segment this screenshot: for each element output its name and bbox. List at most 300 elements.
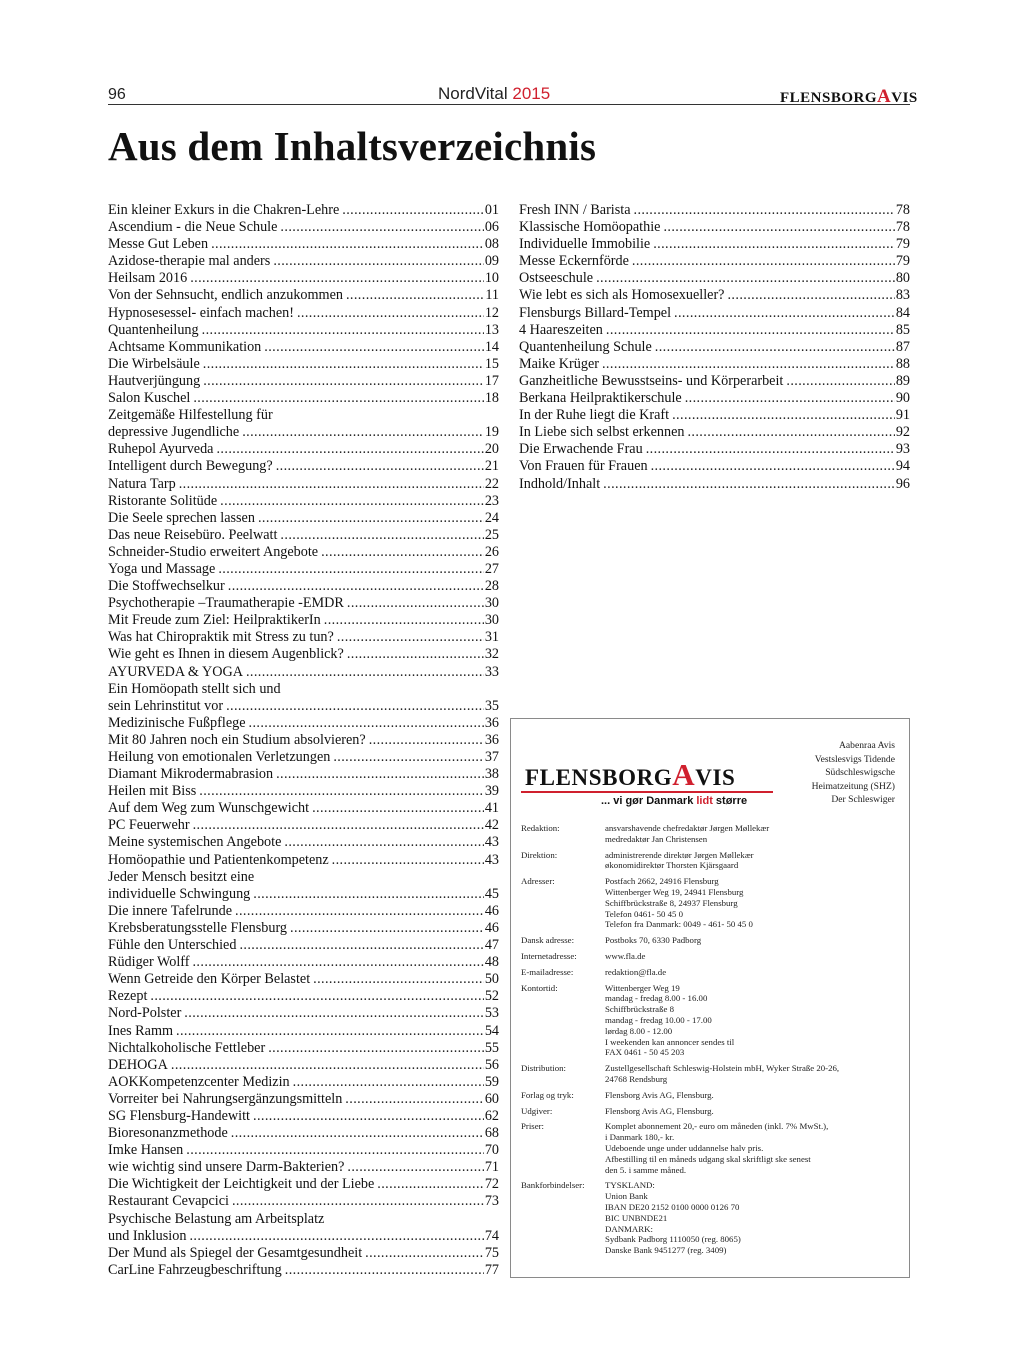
- dot-leader: [258, 510, 484, 527]
- imprint-value: [605, 1106, 901, 1117]
- toc-entry: [108, 219, 499, 236]
- toc-entry-page: 31: [484, 629, 499, 646]
- imprint-value-line: I weekenden kan annoncer sendes til: [605, 1036, 735, 1047]
- page-title: Aus dem Inhaltsverzeichnis: [108, 123, 597, 169]
- toc-entry: [108, 390, 499, 407]
- toc-entry-page: 30: [484, 612, 499, 629]
- toc-entry-page: 60: [484, 1090, 499, 1107]
- toc-entry-title: Psychotherapie –Traumatherapie -EMDR: [108, 595, 344, 612]
- imprint-value-line: DANMARK:: [605, 1223, 653, 1234]
- toc-entry-page: 30: [484, 595, 499, 612]
- toc-entry: [108, 646, 499, 663]
- toc-entry: [108, 1193, 499, 1210]
- imprint-row: [521, 1106, 901, 1117]
- toc-entry: [108, 458, 499, 475]
- toc-entry-title: Die Wirbelsäule: [108, 355, 200, 372]
- toc-entry-title: Die Erwachende Frau: [519, 441, 643, 458]
- imprint-value: [605, 850, 901, 872]
- toc-entry: [108, 441, 499, 458]
- toc-entry-title: Natura Tarp: [108, 475, 176, 492]
- toc-entry-title: 4 Haareszeiten: [519, 321, 603, 338]
- imprint-value: [605, 1090, 901, 1101]
- toc-entry-title: Das neue Reisebüro. Peelwatt: [108, 526, 278, 543]
- imprint-value-line: i Danmark 180,- kr.: [605, 1132, 675, 1143]
- dot-leader: [239, 937, 483, 954]
- toc-entry-title: In der Ruhe liegt die Kraft: [519, 407, 670, 424]
- toc-entry: [519, 287, 910, 304]
- toc-entry-page: 36: [484, 731, 499, 748]
- imprint-details: [521, 823, 901, 1261]
- toc-entry-title-line1: Ein Homöopath stellt sich und: [108, 680, 281, 697]
- imprint-label: Dansk adresse:: [521, 935, 575, 946]
- dot-leader: [273, 253, 484, 270]
- toc-entry-page: 75: [484, 1244, 499, 1261]
- toc-entry-page: 18: [484, 390, 499, 407]
- toc-entry-page: 84: [895, 304, 910, 321]
- toc-entry-title: Von der Sehnsucht, endlich anzukommen: [108, 287, 343, 304]
- dot-leader: [242, 424, 484, 441]
- imprint-value: [605, 935, 901, 946]
- toc-entry-title: Von Frauen für Frauen: [519, 458, 648, 475]
- dot-leader: [253, 1108, 484, 1125]
- publication-name: Vestslesvigs Tidende: [814, 753, 895, 765]
- toc-entry: [108, 629, 499, 646]
- toc-entry: [108, 920, 499, 937]
- toc-entry: [108, 988, 499, 1005]
- dot-leader: [171, 1057, 484, 1074]
- imprint-value-line: BIC UNBNDE21: [605, 1212, 668, 1223]
- dot-leader: [193, 817, 484, 834]
- toc-entry: [519, 476, 910, 493]
- toc-entry: [108, 749, 499, 766]
- toc-entry-title: depressive Jugendliche: [108, 424, 240, 441]
- magazine-name: [438, 84, 550, 104]
- dot-leader: [655, 339, 895, 356]
- toc-entry-title: PC Feuerwehr: [108, 817, 190, 834]
- toc-entry-page: 59: [484, 1073, 499, 1090]
- toc-entry: [108, 270, 499, 287]
- imprint-row: [521, 1121, 901, 1175]
- toc-entry: [108, 903, 499, 920]
- imprint-value-line: Danske Bank 9451277 (reg. 3409): [605, 1245, 727, 1256]
- tagline-main: ... vi gør Danmark: [601, 795, 697, 807]
- toc-entry-title-line1: Psychische Belastung am Arbeitsplatz: [108, 1210, 325, 1227]
- toc-entry-page: 41: [484, 800, 499, 817]
- toc-entry-title: Die Wichtigkeit der Leichtigkeit und der Liebe: [108, 1176, 375, 1193]
- toc-entry: [108, 766, 499, 783]
- dot-leader: [246, 664, 484, 681]
- dot-leader: [186, 1142, 484, 1159]
- imprint-box: [510, 718, 910, 1278]
- imprint-logo-part2: VIS: [695, 765, 736, 790]
- imprint-value: [605, 1180, 901, 1256]
- toc-entry-page: 28: [484, 578, 499, 595]
- toc-entry: [108, 527, 499, 544]
- toc-entry: [108, 869, 499, 903]
- toc-entry: [519, 322, 910, 339]
- toc-entry-title: Ines Ramm: [108, 1022, 174, 1039]
- toc-entry: [108, 356, 499, 373]
- toc-entry-title: Die Seele sprechen lassen: [108, 509, 255, 526]
- toc-entry-title: Hypnosesessel- einfach machen!: [108, 304, 294, 321]
- dot-leader: [280, 219, 483, 236]
- toc-entry-title: Die innere Tafelrunde: [108, 902, 233, 919]
- toc-entry-title: Ascendium - die Neue Schule: [108, 219, 278, 236]
- toc-entry-title: Yoga und Massage: [108, 560, 216, 577]
- toc-entry-page: 27: [484, 560, 499, 577]
- dot-leader: [203, 356, 484, 373]
- toc-entry: [108, 681, 499, 715]
- toc-entry-page: 74: [484, 1227, 499, 1244]
- toc-entry: [519, 339, 910, 356]
- toc-entry: [108, 1108, 499, 1125]
- toc-entry: [519, 219, 910, 236]
- imprint-value-line: lørdag 8.00 - 12.00: [605, 1025, 673, 1036]
- toc-entry: [108, 612, 499, 629]
- imprint-value-line: Wittenberger Weg 19, 24941 Flensburg: [605, 886, 744, 897]
- imprint-value-line: Sydbank Padborg 1110050 (reg. 8065): [605, 1234, 741, 1245]
- imprint-value-line: Schiffbrückstraße 8, 24937 Flensburg: [605, 897, 738, 908]
- toc-entry-page: 11: [485, 287, 499, 304]
- dot-leader: [606, 322, 895, 339]
- toc-entry: [108, 1176, 499, 1193]
- toc-entry-page: 39: [484, 783, 499, 800]
- imprint-value-line: ansvarshavende chefredaktør Jørgen Møllekær: [605, 823, 770, 833]
- toc-entry-title: CarLine Fahrzeugbeschriftung: [108, 1261, 282, 1278]
- dot-leader: [276, 458, 484, 475]
- imprint-value-line: mandag - fredag 8.00 - 16.00: [605, 993, 708, 1004]
- dot-leader: [220, 493, 484, 510]
- toc-entry: [108, 544, 499, 561]
- toc-entry: [108, 1091, 499, 1108]
- imprint-value-line: Udeboende unge under uddannelse halv pris.: [605, 1142, 764, 1153]
- toc-entry-title: Homöopathie und Patientenkompetenz: [108, 851, 329, 868]
- toc-entry: [108, 493, 499, 510]
- toc-entry-page: 17: [484, 372, 499, 389]
- toc-entry: [519, 424, 910, 441]
- toc-entry-page: 33: [484, 663, 499, 680]
- imprint-label: Udgiver:: [521, 1105, 553, 1116]
- toc-entry: [108, 373, 499, 390]
- toc-entry: [519, 356, 910, 373]
- dot-leader: [231, 1125, 484, 1142]
- dot-leader: [634, 202, 895, 219]
- dot-leader: [365, 1245, 484, 1262]
- toc-entry-title: Mit 80 Jahren noch ein Studium absolvieren?: [108, 731, 366, 748]
- toc-entry-title: Auf dem Weg zum Wunschgewicht: [108, 800, 310, 817]
- imprint-row: [521, 823, 901, 845]
- dot-leader: [192, 954, 483, 971]
- toc-entry: [108, 1023, 499, 1040]
- toc-entry-page: 10: [484, 270, 499, 287]
- toc-entry-page: 36: [484, 714, 499, 731]
- toc-entry-page: 70: [484, 1142, 499, 1159]
- dot-leader: [674, 305, 895, 322]
- toc-entry-page: 23: [484, 492, 499, 509]
- toc-entry: [108, 783, 499, 800]
- toc-entry: [108, 732, 499, 749]
- toc-entry-page: 79: [895, 236, 910, 253]
- toc-entry-title: Heilen mit Biss: [108, 783, 197, 800]
- imprint-label: Forlag og tryk:: [521, 1089, 574, 1100]
- imprint-logo-rule: [521, 791, 773, 793]
- toc-entry-title: Ganzheitliche Bewusstseins- und Körperarbeit: [519, 372, 784, 389]
- toc-entry-page: 93: [895, 441, 910, 458]
- imprint-row: [521, 983, 901, 1059]
- imprint-label: Adresser:: [521, 876, 555, 887]
- dot-leader: [179, 476, 484, 493]
- toc-entry-page: 15: [484, 355, 499, 372]
- dot-leader: [347, 595, 484, 612]
- dot-leader: [313, 971, 484, 988]
- dot-leader: [324, 612, 484, 629]
- imprint-row: [521, 951, 901, 962]
- toc-entry-page: 24: [484, 509, 499, 526]
- toc-entry: [108, 595, 499, 612]
- dot-leader: [202, 322, 484, 339]
- toc-entry-title: Individuelle Immobilie: [519, 236, 651, 253]
- publication-name: Der Schleswiger: [831, 794, 895, 806]
- toc-entry: [519, 202, 910, 219]
- imprint-row: [521, 1180, 901, 1256]
- toc-entry: [108, 339, 499, 356]
- toc-entry: [108, 322, 499, 339]
- page-number: 96: [108, 86, 126, 103]
- imprint-value: [605, 1063, 901, 1085]
- toc-entry-title: In Liebe sich selbst erkennen: [519, 424, 685, 441]
- toc-entry-page: 73: [484, 1193, 499, 1210]
- toc-entry: [519, 441, 910, 458]
- imprint-publications: [812, 739, 895, 807]
- toc-entry: [108, 664, 499, 681]
- toc-entry: [108, 1125, 499, 1142]
- toc-entry-page: 08: [484, 236, 499, 253]
- dot-leader: [346, 287, 484, 304]
- imprint-row: [521, 935, 901, 946]
- toc-entry-page: 72: [484, 1176, 499, 1193]
- dot-leader: [150, 988, 483, 1005]
- toc-entry-page: 92: [895, 424, 910, 441]
- toc-entry-page: 52: [484, 988, 499, 1005]
- toc-entry-page: 91: [895, 407, 910, 424]
- dot-leader: [596, 270, 895, 287]
- toc-entry-page: 68: [484, 1125, 499, 1142]
- toc-entry-page: 38: [484, 766, 499, 783]
- imprint-row: [521, 967, 901, 978]
- toc-entry-page: 22: [484, 475, 499, 492]
- toc-entry-page: 55: [484, 1039, 499, 1056]
- dot-leader: [672, 407, 895, 424]
- imprint-value-line: Wittenberger Weg 19: [605, 982, 680, 993]
- toc-entry-title: sein Lehrinstitut vor: [108, 697, 224, 714]
- toc-entry: [108, 236, 499, 253]
- imprint-value-line: Postfach 2662, 24916 Flensburg: [605, 876, 719, 887]
- dot-leader: [203, 373, 484, 390]
- toc-entry-title: Krebsberatungsstelle Flensburg: [108, 919, 288, 936]
- imprint-value-line: 24768 Rendsburg: [605, 1073, 668, 1084]
- toc-entry-page: 32: [484, 646, 499, 663]
- dot-leader: [190, 270, 484, 287]
- toc-entry-page: 83: [895, 287, 910, 304]
- toc-column-right: [519, 202, 910, 493]
- dot-leader: [603, 476, 895, 493]
- toc-entry-page: 14: [484, 338, 499, 355]
- toc-entry-title: Indhold/Inhalt: [519, 475, 601, 492]
- toc-entry: [108, 561, 499, 578]
- toc-entry: [108, 305, 499, 322]
- dot-leader: [602, 356, 895, 373]
- dot-leader: [786, 373, 894, 390]
- toc-entry-title: Der Mund als Spiegel der Gesamtgesundheit: [108, 1244, 363, 1261]
- dot-leader: [342, 202, 484, 219]
- toc-entry: [108, 715, 499, 732]
- dot-leader: [228, 578, 484, 595]
- dot-leader: [226, 698, 484, 715]
- toc-entry-title: AYURVEDA & YOGA: [108, 663, 243, 680]
- dot-leader: [218, 561, 483, 578]
- toc-entry: [108, 971, 499, 988]
- toc-entry-page: 48: [484, 954, 499, 971]
- toc-entry-page: 43: [484, 851, 499, 868]
- imprint-label: Direktion:: [521, 849, 558, 860]
- header-logo-a: A: [877, 86, 892, 107]
- toc-entry-page: 85: [895, 321, 910, 338]
- dot-leader: [232, 1193, 484, 1210]
- imprint-value: [605, 1121, 901, 1175]
- toc-entry-title: Vorreiter bei Nahrungsergänzungsmitteln: [108, 1090, 343, 1107]
- toc-entry-title: Nichtalkoholische Fettleber: [108, 1039, 266, 1056]
- toc-entry: [108, 834, 499, 851]
- imprint-logo: [525, 757, 735, 793]
- toc-entry-title: Was hat Chiropraktik mit Stress zu tun?: [108, 629, 334, 646]
- dot-leader: [333, 749, 483, 766]
- toc-entry-title: Diamant Mikrodermabrasion: [108, 766, 274, 783]
- toc-entry-page: 77: [484, 1261, 499, 1278]
- toc-entry: [519, 390, 910, 407]
- toc-entry-page: 42: [484, 817, 499, 834]
- toc-entry-page: 53: [484, 1005, 499, 1022]
- toc-entry: [108, 1040, 499, 1057]
- toc-entry-title: Die Stoffwechselkur: [108, 578, 225, 595]
- toc-entry-page: 37: [484, 749, 499, 765]
- toc-entry-page: 87: [895, 338, 910, 355]
- toc-entry: [108, 1245, 499, 1262]
- imprint-label: E-mailadresse:: [521, 966, 574, 977]
- dot-leader: [687, 424, 894, 441]
- dot-leader: [268, 1040, 484, 1057]
- imprint-value: [605, 876, 901, 930]
- dot-leader: [646, 441, 895, 458]
- dot-leader: [293, 1074, 484, 1091]
- toc-entry: [108, 852, 499, 869]
- imprint-value-line: TYSKLAND:: [605, 1180, 655, 1191]
- toc-entry: [108, 954, 499, 971]
- toc-entry-title: Messe Eckernförde: [519, 253, 629, 270]
- imprint-tagline: [601, 795, 747, 807]
- imprint-value-line: den 5. i samme måned.: [605, 1164, 687, 1175]
- publication-name: Südschleswigsche: [825, 767, 895, 779]
- toc-entry-page: 78: [895, 219, 910, 236]
- toc-entry-page: 94: [895, 458, 910, 475]
- toc-entry-title: Meine systemischen Angebote: [108, 834, 282, 851]
- dot-leader: [285, 1262, 484, 1279]
- dot-leader: [284, 834, 483, 851]
- toc-entry-title: Nord-Polster: [108, 1005, 182, 1022]
- toc-entry-page: 71: [484, 1159, 499, 1176]
- toc-entry-page: 09: [484, 253, 499, 270]
- toc-entry-title: Ostseeschule: [519, 270, 594, 287]
- dot-leader: [290, 920, 484, 937]
- toc-entry-title: Quantenheilung: [108, 321, 199, 338]
- toc-entry-page: 54: [484, 1022, 499, 1039]
- toc-entry-page: 89: [895, 372, 910, 389]
- dot-leader: [216, 441, 483, 458]
- dot-leader: [280, 527, 483, 544]
- imprint-value-line: Telefon 0461- 50 45 0: [605, 908, 684, 919]
- imprint-value-line: Telefon fra Danmark: 0049 - 461- 50 45 0: [605, 919, 753, 930]
- toc-entry-title: Hautverjüngung: [108, 372, 201, 389]
- toc-entry: [108, 1159, 499, 1176]
- dot-leader: [332, 852, 484, 869]
- toc-entry-title: individuelle Schwingung: [108, 885, 251, 902]
- imprint-value-line: Zustellgesellschaft Schleswig-Holstein mbH, Wyker Straße 20-26,: [605, 1063, 840, 1074]
- toc-entry-title: DEHOGA: [108, 1056, 168, 1073]
- toc-entry-page: 12: [484, 304, 499, 321]
- toc-entry-title: Schneider-Studio erweitert Angebote: [108, 543, 319, 560]
- toc-entry-title: wie wichtig sind unsere Darm-Bakterien?: [108, 1159, 345, 1176]
- imprint-label: Internetadresse:: [521, 950, 577, 961]
- toc-entry-page: 56: [484, 1056, 499, 1073]
- imprint-value-line: Afbestilling til en måneds udgang skal skriftligt ske senest: [605, 1153, 811, 1164]
- dot-leader: [663, 219, 894, 236]
- magazine-title: NordVital: [438, 84, 508, 103]
- toc-entry-title-line1: Jeder Mensch besitzt eine: [108, 868, 255, 885]
- toc-entry: [108, 476, 499, 493]
- toc-entry-title: Heilsam 2016: [108, 270, 188, 287]
- dot-leader: [253, 886, 484, 903]
- imprint-row: [521, 850, 901, 872]
- toc-entry-page: 43: [484, 834, 499, 851]
- magazine-year: 2015: [512, 84, 551, 103]
- toc-entry-page: 46: [484, 919, 499, 936]
- toc-entry-page: 19: [484, 424, 499, 441]
- toc-entry-title: Fühle den Unterschied: [108, 937, 237, 954]
- toc-entry-page: 96: [895, 475, 910, 492]
- toc-entry: [519, 458, 910, 475]
- imprint-row: [521, 1063, 901, 1085]
- dot-leader: [321, 544, 484, 561]
- toc-entry-title: Intelligent durch Bewegung?: [108, 458, 273, 475]
- toc-entry-page: 35: [484, 697, 499, 714]
- toc-entry-title: Rezept: [108, 988, 148, 1005]
- imprint-logo-a: A: [672, 757, 696, 792]
- dot-leader: [369, 732, 484, 749]
- toc-entry-title: Klassische Homöopathie: [519, 219, 661, 236]
- toc-entry: [108, 1005, 499, 1022]
- dot-leader: [347, 1159, 483, 1176]
- toc-entry-page: 21: [484, 458, 499, 475]
- toc-entry-title: Wie lebt es sich als Homosexueller?: [519, 287, 725, 304]
- imprint-value: [605, 951, 901, 962]
- imprint-value: [605, 967, 901, 978]
- dot-leader: [347, 646, 484, 663]
- dot-leader: [377, 1176, 484, 1193]
- toc-entry: [108, 800, 499, 817]
- imprint-value-line: administrerende direktør Jørgen Møllekær: [605, 849, 754, 860]
- toc-entry-title: Berkana Heilpraktikerschule: [519, 390, 682, 407]
- dot-leader: [199, 783, 484, 800]
- toc-entry-page: 25: [484, 526, 499, 543]
